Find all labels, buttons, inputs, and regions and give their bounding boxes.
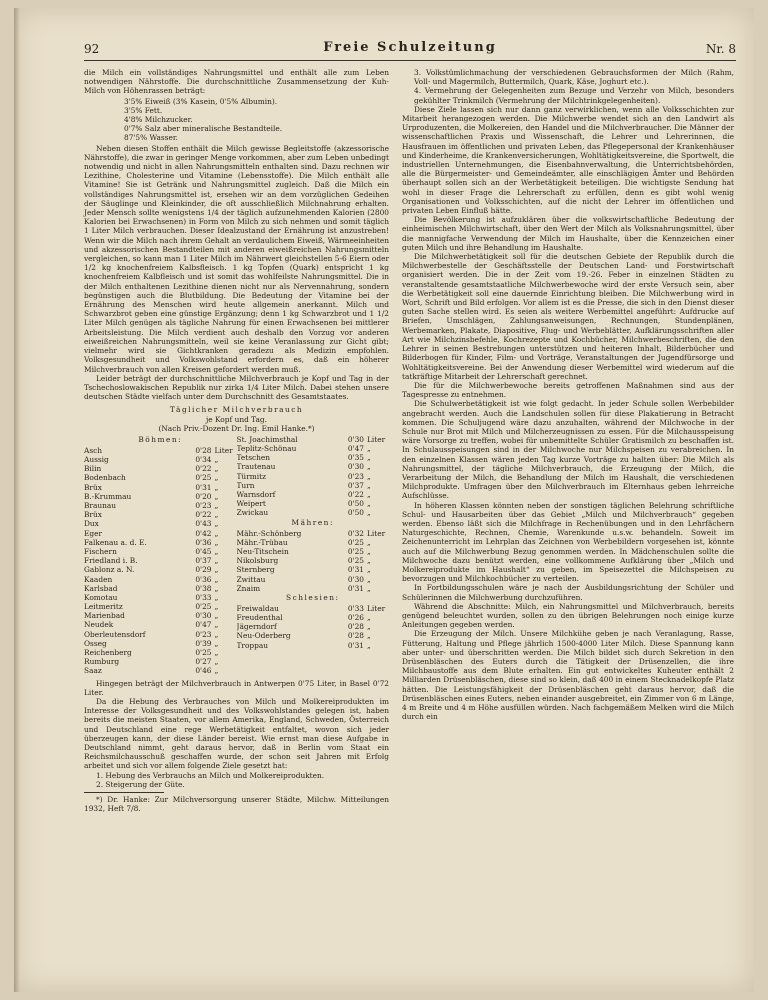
footnote: *) Dr. Hanke: Zur Milchversorgung unserer Städte, Milchw. Mitteilungen 1932, Heft 7/8. xyxy=(84,795,389,814)
table-row xyxy=(237,622,390,631)
town-cell: Braunau xyxy=(84,501,117,511)
unit-cell: „ xyxy=(214,611,219,621)
table-row xyxy=(237,584,390,593)
unit-cell: „ xyxy=(367,444,371,454)
region-heading: Böhmen: xyxy=(138,434,183,444)
town-cell: Mähr.-Schönberg xyxy=(236,528,302,538)
footnote-divider xyxy=(84,792,164,793)
page-fold-shadow xyxy=(14,8,20,992)
town-cell: Oberleutensdorf xyxy=(84,629,146,639)
value-cell: 0'46 xyxy=(195,666,212,676)
table-row xyxy=(84,483,237,492)
unit-cell: „ xyxy=(214,482,219,492)
town-cell: Bodenbach xyxy=(84,473,126,483)
value-cell: 0'43 xyxy=(195,519,212,529)
table-row xyxy=(237,538,390,547)
unit-cell: „ xyxy=(367,471,371,481)
value-cell: 0'25 xyxy=(347,556,364,566)
unit-cell: „ xyxy=(367,613,371,623)
value-cell: 0'22 xyxy=(195,464,212,474)
value-cell: 0'31 xyxy=(347,640,364,650)
goal-item: 2. Steigerung der Güte. xyxy=(96,779,185,789)
value-cell: 0'22 xyxy=(347,490,364,500)
value-cell: 0'31 xyxy=(347,583,364,593)
town-cell: St. Joachimsthal xyxy=(236,434,298,444)
town-cell: Freiwaldau xyxy=(236,603,279,613)
town-cell: Neu-Oderberg xyxy=(236,631,291,641)
unit-cell: „ xyxy=(367,462,371,472)
unit-cell: „ xyxy=(214,491,219,501)
unit-cell: „ xyxy=(367,490,371,500)
goal-item: 1. Hebung des Verbrauchs an Milch und Molkereiprodukten. xyxy=(96,770,325,780)
value-cell: 0'27 xyxy=(195,657,212,667)
table-row xyxy=(84,666,237,675)
table-row xyxy=(84,492,237,501)
table-row xyxy=(84,519,237,528)
town-cell: Zwittau xyxy=(236,574,266,584)
value-cell: 0'50 xyxy=(347,499,364,509)
body-paragraph: In höheren Klassen könnten neben der sonstigen täglichen Belehrung schriftliche Schul- und Hausarbeiten über das Gebiet „Milch und Milchverbrauch“ gegeben werden. Ebenso läßt sich die Milchfrage in Rechenübungen und in den Lehrfächern Naturgeschichte, Rechnen, Chemie, Warenkunde u.s.w. behandeln. Soweit im Zeichenunterricht im Lehrplan das Zeichnen von Werbebildern vorgesehen ist, könnte auch auf die Milchwerbung Bezug genommen werden. In Mädchenschulen sollte die Milchwoche dazu benützt werden, eine vollkommene Aufklärung über „Milch und Molkereiprodukte im Haushalt“ zu geben, im Speisezettel die Milchspeisen zu bevorzugen und Milchkochbücher zu verteilen. xyxy=(402,500,734,584)
region-heading: Schlesien: xyxy=(286,592,340,602)
table-row xyxy=(84,547,237,556)
composition-item: 0'7% Salz aber mineralische Bestandteile. xyxy=(124,124,283,134)
value-cell: 0'32 xyxy=(347,528,364,538)
unit-cell: „ xyxy=(214,501,219,511)
table-row xyxy=(237,453,390,462)
town-cell: Osseg xyxy=(84,638,107,648)
table-row xyxy=(84,455,237,464)
value-cell: 0'31 xyxy=(195,482,212,492)
town-cell: Warnsdorf xyxy=(236,490,276,500)
table-row xyxy=(84,510,237,519)
unit-cell: „ xyxy=(367,583,371,593)
unit-cell: „ xyxy=(214,519,219,529)
town-cell: Komotau xyxy=(84,592,118,602)
town-cell: Rumburg xyxy=(84,657,120,667)
value-cell: 0'45 xyxy=(195,546,212,556)
table-row xyxy=(237,575,390,584)
unit-cell: „ xyxy=(214,510,219,520)
unit-cell: „ xyxy=(214,574,219,584)
table-row xyxy=(237,565,390,574)
value-cell: 0'28 xyxy=(347,631,364,641)
table-row xyxy=(237,641,390,650)
table-row xyxy=(237,499,390,508)
town-cell: Troppau xyxy=(236,640,269,650)
table-row xyxy=(237,490,390,499)
unit-cell: „ xyxy=(214,657,219,667)
unit-cell: „ xyxy=(214,473,219,483)
table-row xyxy=(84,473,237,482)
table-row xyxy=(237,444,390,453)
value-cell: 0'28 xyxy=(195,445,212,455)
town-cell: Friedland i. B. xyxy=(84,556,138,566)
value-cell: 0'30 xyxy=(195,611,212,621)
town-cell: Jägerndorf xyxy=(236,622,277,632)
table-row xyxy=(84,639,237,648)
unit-cell: „ xyxy=(367,546,371,556)
unit-cell: „ xyxy=(367,508,371,518)
body-paragraph: Die Milchwerbetätigkeit soll für die deutschen Gebiete der Republik durch die Milchwerbestelle der Geschäftsstelle der Deutschen Land- und Forstwirtschaft organisiert werden. Die in der Zeit vom 19.-26. Feber in einzelnen Städten zu veranstaltende gesamtstaatliche Milchwerbewoche wird der erste Versuch sein, aber die Werbetätigkeit soll eine dauernde Einrichtung bleiben. Die Milchwerbung wird in Wort, Schrift und Bild erfolgen. Vor allem ist es die Presse, die sich in den Dienst dieser guten Sache stellen wird. Es seien als weitere Werbemittel angeführt: Aufdrucke auf Briefen, Umschlägen, Zahlungsanweisungen, Rechnungen, Stundenplänen, Werbemarken, Plakate, Diapositive, Flug- und Werbeblätter, Aufklärungsschriften aller Art wie Milchzinsbefehle, Kochrezepte und Kochbücher, Milchwerbeschriften, die den Lehrer in seinen Bestrebungen unterstützen und heiteren Inhalt, Bilderbücher und Bilderbogen für Kinder, Film- und Vorträge, Veranstaltungen der Jugendfürsorge und Wohltätigkeitsvereine. Bei der Anwendung dieser Werbemittel wird wiederum auf die tatkräftige Mitarbeit der Lehrerschaft gerechnet. xyxy=(402,252,734,381)
value-cell: 0'23 xyxy=(195,629,212,639)
unit-cell: „ xyxy=(214,620,219,630)
unit-cell: „ xyxy=(367,640,371,650)
town-cell: Weipert xyxy=(236,499,266,509)
table-source: (Nach Priv.-Dozent Dr. Ing. Emil Hanke.*) xyxy=(158,423,315,433)
town-cell: Tetschen xyxy=(236,453,271,463)
table-row xyxy=(84,611,237,620)
table-row xyxy=(84,657,237,666)
town-cell: Turn xyxy=(236,480,255,490)
page-header xyxy=(84,38,736,61)
body-paragraph: Leider beträgt der durchschnittliche Milchverbrauch je Kopf und Tag in der Tschechoslowakischen Republik nur zirka 1/4 Liter Milch. Dabei stehen unsere deutschen Städte vielfach unter dem Durchschnitt des Gesamtstaates. xyxy=(84,373,389,402)
table-row xyxy=(237,529,390,538)
table-row xyxy=(84,529,237,538)
value-cell: 0'31 xyxy=(347,565,364,575)
goal-item: 4. Vermehrung der Gelegenheiten zum Bezuge und Verzehr von Milch, besonders gekühlter Trinkmilch (Vermehrung der Milchtrinkgelegenheiten). xyxy=(414,86,734,105)
table-row xyxy=(84,584,237,593)
table-title: Täglicher Milchverbrauch xyxy=(169,405,304,415)
unit-cell: „ xyxy=(214,602,219,612)
town-cell: Leitmeritz xyxy=(84,602,123,612)
unit-cell: „ xyxy=(367,565,371,575)
town-cell: Nikolsburg xyxy=(236,556,279,566)
value-cell: 0'25 xyxy=(195,602,212,612)
table-row xyxy=(237,613,390,622)
value-cell: 0'30 xyxy=(347,462,364,472)
unit-cell: „ xyxy=(214,556,219,566)
table-row xyxy=(84,575,237,584)
unit-cell: „ xyxy=(214,546,219,556)
value-cell: 0'39 xyxy=(195,638,212,648)
journal-title: Freie Schulzeitung xyxy=(323,40,497,55)
town-cell: Eger xyxy=(84,528,103,538)
unit-cell: „ xyxy=(367,480,371,490)
consumption-table xyxy=(84,435,389,676)
value-cell: 0'23 xyxy=(347,471,364,481)
body-paragraph: Diese Ziele lassen sich nur dann ganz verwirklichen, wenn alle Volksschichten zur Mitarbeit herangezogen werden. Die Milchwerbe wendet sich an den Landwirt als Urproduzenten, die Molkereien, den Handel und die Milchverbraucher. Die Männer der wissenschaftlichen Praxis und Wissenschaft, die Lehrer und Lehrerinnen, die Hausfrauen im öffentlichen und privaten Leben, das Pflegepersonal der Krankenhäuser und Kinderheime, die Krankenversicherungen, Wohltätigkeitsvereine, die Sportwelt, die industriellen Unternehmungen, die Eisenbahnverwaltung, die Unterrichtsbehörden, alle die Bürgermeister- und Gemeindeämter, alle einschlägigen Ämter und Behörden überhaupt sollen sich an der Werbetätigkeit beteiligen. Die wichtigste Sendung hat wohl in dieser Frage die Lehrerschaft zu erfüllen, denn es gibt wohl wenig Organisationen und Volksschichten, auf die nicht der Lehrer im öffentlichen und privaten Leben Einfluß hätte. xyxy=(402,104,734,216)
town-cell: Gablonz a. N. xyxy=(84,565,135,575)
town-cell: Marienbad xyxy=(84,611,125,621)
table-left-half xyxy=(84,435,237,676)
unit-cell: „ xyxy=(214,666,219,676)
town-cell: Sternberg xyxy=(236,565,275,575)
town-cell: Reichenberg xyxy=(84,648,132,658)
unit-cell: „ xyxy=(214,464,219,474)
unit-cell: Liter xyxy=(367,603,386,613)
unit-cell: „ xyxy=(214,638,219,648)
right-column xyxy=(402,68,734,721)
unit-cell: „ xyxy=(214,629,219,639)
table-right-half xyxy=(237,435,390,676)
value-cell: 0'33 xyxy=(347,603,364,613)
value-cell: 0'29 xyxy=(195,565,212,575)
town-cell: Dux xyxy=(84,519,99,529)
value-cell: 0'25 xyxy=(347,537,364,547)
table-row xyxy=(237,556,390,565)
intro-paragraph: die Milch ein vollständiges Nahrungsmittel und enthält alle zum Leben notwendigen Nährstoffe. Die durchschnittliche Zusammensetzung der Kuh-Milch von Höhenrassen beträgt: xyxy=(84,68,389,96)
value-cell: 0'22 xyxy=(195,510,212,520)
table-row xyxy=(84,501,237,510)
table-subtitle: je Kopf und Tag. xyxy=(205,414,268,424)
town-cell: Türmitz xyxy=(236,471,266,481)
body-paragraph: Die für die Milchwerbewoche bereits getroffenen Maßnahmen sind aus der Tagespresse zu entnehmen. xyxy=(402,380,734,400)
table-row xyxy=(84,556,237,565)
unit-cell: „ xyxy=(367,453,371,463)
unit-cell: „ xyxy=(214,565,219,575)
table-row xyxy=(237,604,390,613)
goal-item: 3. Volkstümlichmachung der verschiedenen Gebrauchsformen der Milch (Rahm, Voll- und Magermilch, Buttermilch, Quark, Käse, Joghurt etc.). xyxy=(414,68,734,87)
unit-cell: „ xyxy=(214,537,219,547)
value-cell: 0'30 xyxy=(347,434,364,444)
table-row xyxy=(237,631,390,640)
value-cell: 0'26 xyxy=(347,613,364,623)
table-row xyxy=(84,593,237,602)
composition-item: 4'8% Milchzucker. xyxy=(124,115,193,125)
composition-list xyxy=(124,97,389,143)
town-cell: Trautenau xyxy=(236,462,276,472)
town-cell: Freudenthal xyxy=(236,613,283,623)
value-cell: 0'47 xyxy=(195,620,212,630)
value-cell: 0'30 xyxy=(347,574,364,584)
table-row xyxy=(84,648,237,657)
page-number: 92 xyxy=(84,42,100,56)
value-cell: 0'50 xyxy=(347,508,364,518)
value-cell: 0'37 xyxy=(347,480,364,490)
value-cell: 0'23 xyxy=(195,501,212,511)
goals-list xyxy=(96,771,389,789)
town-cell: Neudek xyxy=(84,620,114,630)
town-cell: Znaim xyxy=(236,583,261,593)
unit-cell: „ xyxy=(367,631,371,641)
value-cell: 0'42 xyxy=(195,528,212,538)
unit-cell: „ xyxy=(214,592,219,602)
unit-cell: „ xyxy=(214,455,219,465)
body-paragraph: Während die Abschnitte: Milch, ein Nahrungsmittel und Milchverbrauch, bereits genügend beleuchtet wurden, sollen zu den übrigen Belehrungen noch einige kurze Anleitungen gegeben werden. xyxy=(402,601,734,630)
value-cell: 0'36 xyxy=(195,574,212,584)
composition-item: 3'5% Eiweiß (3% Kasein, 0'5% Albumin). xyxy=(124,96,278,106)
composition-item: 3'5% Fett. xyxy=(124,105,163,115)
value-cell: 0'25 xyxy=(195,473,212,483)
unit-cell: Liter xyxy=(367,434,386,444)
town-cell: Brüx xyxy=(84,482,102,492)
unit-cell: „ xyxy=(367,556,371,566)
unit-cell: „ xyxy=(367,499,371,509)
town-cell: Kaaden xyxy=(84,574,113,584)
table-row xyxy=(237,435,390,444)
table-row xyxy=(84,602,237,611)
value-cell: 0'35 xyxy=(347,453,364,463)
town-cell: Karlsbad xyxy=(84,583,118,593)
region-heading: Mähren: xyxy=(291,517,334,527)
value-cell: 0'38 xyxy=(195,583,212,593)
table-row xyxy=(84,565,237,574)
body-paragraph: In Fortbildungsschulen wäre je nach der Ausbildungsrichtung der Schüler und Schülerinnen die Milchwerbung durchzuführen. xyxy=(402,583,734,602)
table-row xyxy=(237,462,390,471)
goals-list-continued xyxy=(414,68,734,105)
unit-cell: Liter xyxy=(367,528,386,538)
table-row xyxy=(84,630,237,639)
table-row xyxy=(237,481,390,490)
table-row xyxy=(84,620,237,629)
town-cell: Fischern xyxy=(84,546,117,556)
unit-cell: „ xyxy=(214,528,219,538)
table-row xyxy=(237,472,390,481)
unit-cell: „ xyxy=(367,622,371,632)
body-paragraph: Die Bevölkerung ist aufzuklären über die volkswirtschaftliche Bedeutung der einheimischen Milchwirtschaft, über den Wert der Milch als Volksnahrungsmittel, über die mannigfache Verwendung der Milch im Haushalte, über die Kennzeichen einer guten Milch und ihre Behandlung im Haushalte. xyxy=(402,215,734,252)
unit-cell: „ xyxy=(367,574,371,584)
town-cell: Bilin xyxy=(84,464,102,474)
unit-cell: Liter xyxy=(214,445,233,455)
body-paragraph: Neben diesen Stoffen enthält die Milch gewisse Begleitstoffe (akzessorische Nährstoffe), die zwar in geringer Menge vorkommen, aber zum Leben unbedingt notwendig und nicht in allen Nahrungsmitteln enthalten sind. Dazu rechnen wir Lezithine, Cholesterine und Vitamine (Lebensstoffe). Die Milch enthält alle Vitamine! Sie ist Getränk und Nahrungsmittel zugleich. Daß die Milch ein vollständiges Nahrungsmittel ist, ersehen wir an dem vorzüglichen Gedeihen der Säuglinge und Kleinkinder, die oft ausschließlich Milchnahrung erhalten. Jeder Mensch sollte wenigstens 1/4 der täglich aufzunehmenden Kalorien (2800 Kalorien bei Erwachsenen) in Form von Milch zu sich nehmen und somit täglich 1 Liter Milch verbrauchen. Dieser Idealzustand der Ernährung ist anzustreben! Wenn wir die Milch nach ihrem Gehalt an verdaulichem Eiweiß, Wärmeeinheiten und akzessorischen Bestandteilen mit anderen eiweißreichen Nahrungsmitteln vergleichen, so kann man 1 Liter Milch im Nährwert gleichstellen 5-6 Eiern oder 1/2 kg knochenfreiem Kalbsfleisch. 1 kg Topfen (Quark) entspricht 1 kg knochenfreiem Kalbfleisch und ist somit das wohlfeilste Nahrungsmittel. Die in der Milch enthaltenen Lezithine dienen nicht nur als Nervennahrung, sondern begünstigen auch die Blutbildung. Die Bedeutung der Vitamine bei der Ernährung des Menschen wird heute allgemein anerkannt. Milch und Schwarzbrot geben eine günstige Ergänzung; denn 1 kg Schwarzbrot und 1 1/2 Liter Milch genügen als tägliche Nahrung für einen Erwachsenen bei mittlerer Arbeitsleistung. Die Milch verdient auch deshalb den Vorzug vor anderen eiweißreichen Nahrungsmitteln, weil sie keine Veranlassung zur Gicht gibt; vielmehr wird sie Gichtkranken geradezu als Medizin empfohlen. Volksgesundheit und Volkswohlstand erfordern es, daß ein höherer Milchverbrauch von allen Kreisen gefordert werden muß. xyxy=(84,143,389,374)
town-cell: Saaz xyxy=(84,666,102,676)
issue-number: Nr. 8 xyxy=(705,42,736,56)
town-cell: Brüx xyxy=(84,510,102,520)
body-paragraph: Da die Hebung des Verbrauches von Milch und Molkereiprodukten im Interesse der Volksgesundheit und des Volkswohlstandes gelegen ist, haben bereits die meisten Staaten, vor allem Amerika, England, Schweden, Österreich und Deutschland eine rege Werbetätigkeit entfaltet, wovon sich jeder überzeugen kann, der diese Länder bereist. Wie ernst man diese Aufgabe in Deutschland nimmt, geht daraus hervor, daß in Berlin vom Staat ein Reichsmilchausschuß geschaffen wurde, der schon seit Jahren mit Erfolg arbeitet und sich vor allem folgende Ziele gesetzt hat: xyxy=(84,697,389,771)
value-cell: 0'37 xyxy=(195,556,212,566)
town-cell: Falkenau a. d. E. xyxy=(84,537,147,547)
table-row xyxy=(237,547,390,556)
value-cell: 0'47 xyxy=(347,444,364,454)
table-row xyxy=(84,464,237,473)
value-cell: 0'20 xyxy=(195,491,212,501)
unit-cell: „ xyxy=(367,537,371,547)
town-cell: Mähr.-Trübau xyxy=(236,537,288,547)
town-cell: Teplitz-Schönau xyxy=(236,444,297,454)
unit-cell: „ xyxy=(214,583,219,593)
town-cell: B.-Krummau xyxy=(84,491,132,501)
composition-item: 87'5% Wasser. xyxy=(124,133,178,143)
unit-cell: „ xyxy=(214,648,219,658)
value-cell: 0'28 xyxy=(347,622,364,632)
value-cell: 0'36 xyxy=(195,537,212,547)
body-paragraph: Hingegen beträgt der Milchverbrauch in Antwerpen 0'75 Liter, in Basel 0'72 Liter. xyxy=(84,678,389,697)
town-cell: Asch xyxy=(84,445,103,455)
town-cell: Aussig xyxy=(84,455,109,465)
town-cell: Zwickau xyxy=(236,508,269,518)
value-cell: 0'25 xyxy=(195,648,212,658)
table-row xyxy=(237,508,390,517)
value-cell: 0'33 xyxy=(195,592,212,602)
body-paragraph: Die Erzeugung der Milch. Unsere Milchkühe geben je nach Veranlagung, Rasse, Fütterung, Haltung und Pflege jährlich 1500-4000 Liter Milch. Diese Spannung kann aber unter- und überschritten werden. Die Milch bildet sich durch Sekretion in den Drüsenbläschen des Euters durch die Tätigkeit der Drüsenzellen, die ihre Milchbaustoffe aus dem Blute erhalten. Ein gut entwickeltes Kuheuter enthält 2 Milliarden Drüsenbläschen, diese sind so klein, daß 400 in einem Stecknadelkopfe Platz hätten. Die Leistungsfähigkeit der Drüsenbläschen geht daraus hervor, daß die Drüsenbläschen eines Euters, neben einander ausgebreitet, ein Zimmer von 6 m Länge, 4 m Breite und 4 m Höhe ausfüllen würden. Nach fachgemäßem Melken wird die Milch durch ein xyxy=(402,629,734,722)
table-row xyxy=(84,446,237,455)
newspaper-page xyxy=(14,8,754,992)
value-cell: 0'34 xyxy=(195,455,212,465)
value-cell: 0'25 xyxy=(347,546,364,556)
table-row xyxy=(84,538,237,547)
town-cell: Neu-Titschein xyxy=(236,546,289,556)
left-column xyxy=(84,68,389,813)
body-paragraph: Die Schulwerbetätigkeit ist wie folgt gedacht. In jeder Schule sollen Werbebilder angebracht werden. Auch die Landschulen sollen für diese Plakatierung in Betracht kommen. Die Schuljugend wäre dazu anzuhalten, während der Milchwoche in der Schule nur Brot mit Milch und Milcherzeugnissen zu essen. Für die Milchausspeisung wäre Vorsorge zu treffen, wobei für unbemittelte Schüler Gratismilch zu beschaffen ist. In Schulausspeisungen sind in der Milchwoche nur Milchspeisen zu verabreichen. In den einzelnen Klassen wären jeden Tag kurze Vorträge zu halten über: Die Milch als Nahrungsmittel, der tägliche Milchverbrauch, die Erzeugung der Milch, die Verarbeitung der Milch, die Behandlung der Milch im Haushalt, die verschiedenen Milchprodukte. Umfragen über den Milchverbrauch im Elternhaus geben lehrreiche Aufschlüsse. xyxy=(402,399,734,501)
